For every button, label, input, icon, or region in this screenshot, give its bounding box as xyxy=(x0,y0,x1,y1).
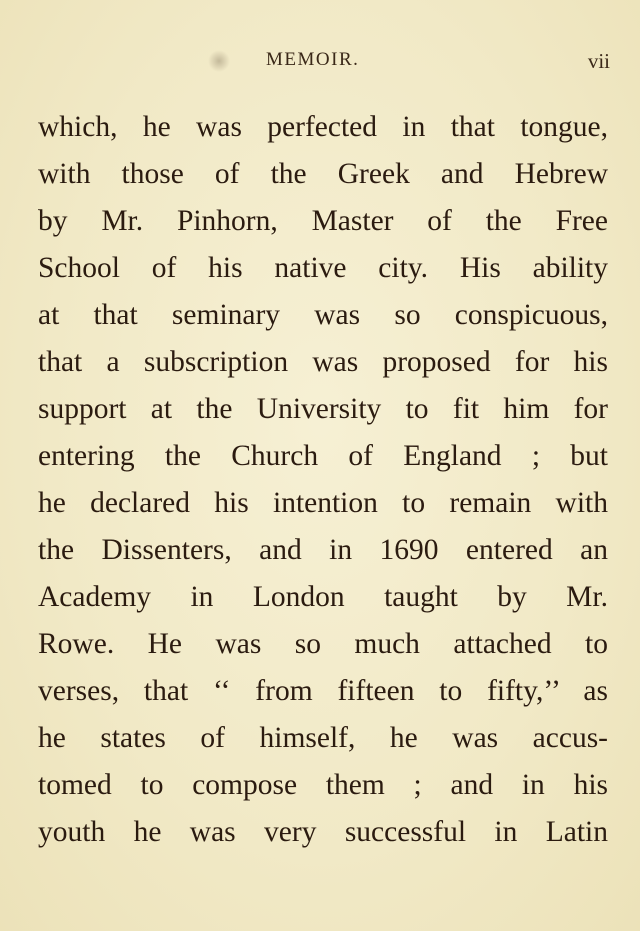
text-line: which, he was perfected in that tongue, xyxy=(38,111,608,143)
text-line: School of his native city. His ability xyxy=(38,252,608,284)
text-line: verses, that ‘‘ from fifteen to fifty,’’ as xyxy=(38,675,608,707)
text-line: with those of the Greek and Hebrew xyxy=(38,158,608,190)
text-line: Academy in London taught by Mr. xyxy=(38,581,608,613)
text-line: youth he was very successful in Latin xyxy=(38,816,608,848)
text-line: the Dissenters, and in 1690 entered an xyxy=(38,534,608,566)
text-line: he states of himself, he was accus- xyxy=(38,722,608,754)
text-line: at that seminary was so conspicuous, xyxy=(38,299,608,331)
text-line: by Mr. Pinhorn, Master of the Free xyxy=(38,205,608,237)
body-text xyxy=(38,104,608,856)
page-header xyxy=(0,49,640,79)
text-line: support at the University to fit him for xyxy=(38,393,608,425)
text-line: that a subscription was proposed for his xyxy=(38,346,608,378)
text-line: entering the Church of England ; but xyxy=(38,440,608,472)
text-line: he declared his intention to remain with xyxy=(38,487,608,519)
text-line: Rowe. He was so much attached to xyxy=(38,628,608,660)
text-line: tomed to compose them ; and in his xyxy=(38,769,608,801)
page-number: vii xyxy=(587,49,610,73)
running-head: MEMOIR. xyxy=(266,49,360,70)
